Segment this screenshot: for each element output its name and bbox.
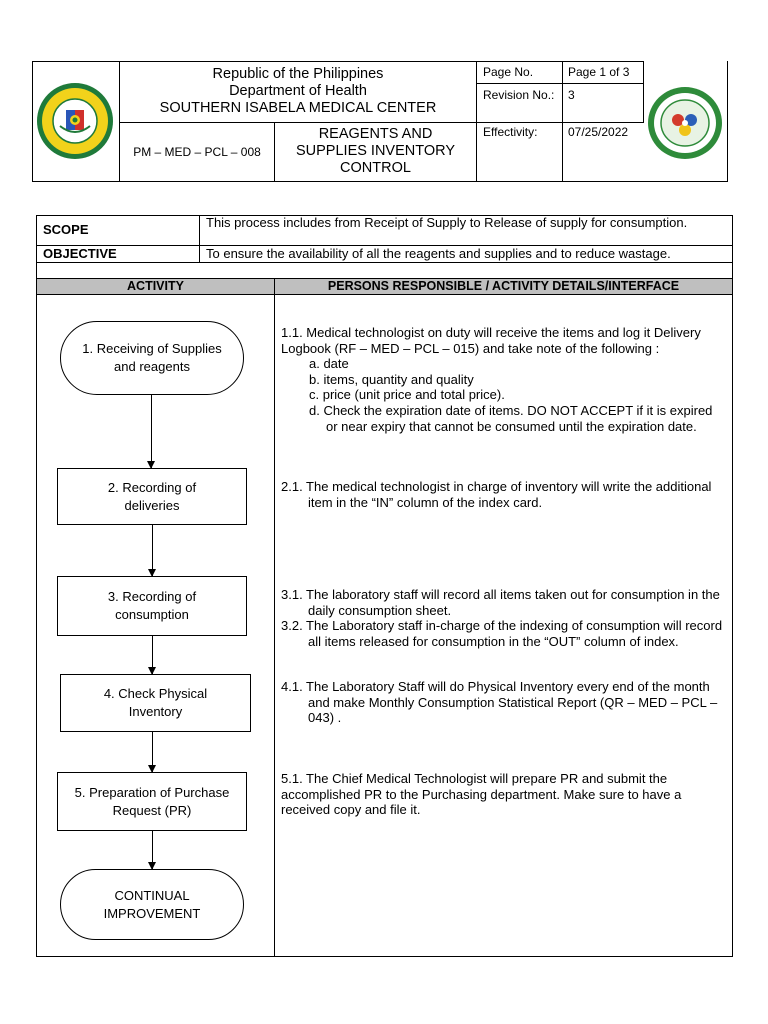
flow-arrow-3 — [152, 636, 153, 674]
scope-text: This process includes from Receipt of Supply to Release of supply for consumption. — [206, 215, 688, 230]
org-line-department: Department of Health — [229, 83, 367, 99]
detail-4-1: 4.1. The Laboratory Staff will do Physical Inventory every end of the month and make Monthly Consumption Statistical Report (QR – MED – PCL – 043) . — [281, 679, 718, 726]
page-no-value: Page 1 of 3 — [568, 65, 630, 79]
detail-3-1: 3.1. The laboratory staff will record all items taken out for consumption in the daily consumption sheet. — [281, 587, 720, 618]
flow-step-physical-inventory-label: 4. Check Physical Inventory — [103, 686, 208, 719]
page-no-label: Page No. — [483, 65, 534, 79]
flow-step-recording-consumption-label: 3. Recording of consumption — [107, 589, 197, 622]
details-step-3 — [281, 587, 726, 649]
details-step-2 — [281, 479, 726, 510]
objective-label: OBJECTIVE — [43, 246, 117, 261]
details-step-5 — [281, 771, 726, 818]
detail-1-1-d: d. Check the expiration date of items. DO NOT ACCEPT if it is expired or near expiry that cannot be consumed until the expiration date. — [309, 402, 713, 434]
effectivity-label: Effectivity: — [483, 125, 538, 139]
activity-column-header: ACTIVITY — [127, 279, 184, 293]
detail-1-1: 1.1. Medical technologist on duty will receive the items and log it Delivery Logbook (RF – MED – PCL – 015) and take note of the following : — [281, 325, 701, 356]
details-step-1 — [281, 325, 726, 434]
flow-arrow-2 — [152, 525, 153, 576]
doc-title-line-1: REAGENTS AND — [318, 126, 433, 142]
objective-text: To ensure the availability of all the reagents and supplies and to reduce wastage. — [206, 246, 671, 261]
effectivity-value: 07/25/2022 — [568, 125, 629, 139]
details-column-header: PERSONS RESPONSIBLE / ACTIVITY DETAILS/INTERFACE — [327, 279, 680, 293]
flow-step-recording-consumption — [57, 576, 247, 636]
org-line-hospital: SOUTHERN ISABELA MEDICAL CENTER — [159, 100, 437, 116]
flow-arrow-1 — [151, 395, 152, 468]
document-code: PM – MED – PCL – 008 — [133, 145, 261, 159]
simc-seal-icon — [647, 86, 723, 160]
flow-arrow-4 — [152, 732, 153, 772]
detail-1-1-c: c. price (unit price and total price). — [309, 387, 505, 403]
flow-step-purchase-request-label: 5. Preparation of Purchase Request (PR) — [74, 784, 230, 818]
scope-label: SCOPE — [43, 222, 89, 237]
detail-1-1-a: a. date — [309, 356, 349, 372]
flow-step-physical-inventory — [60, 674, 251, 732]
detail-5-1: 5.1. The Chief Medical Technologist will prepare PR and submit the accomplished PR to the Purchasing department. Make sure to have a received copy and file it. — [281, 771, 682, 818]
detail-1-1-b: b. items, quantity and quality — [309, 371, 474, 387]
doc-title-line-2: SUPPLIES INVENTORY — [295, 143, 456, 159]
doc-title-line-3: CONTROL — [340, 160, 411, 176]
flow-arrow-5 — [152, 831, 153, 869]
flow-step-receiving-label: 1. Receiving of Supplies and reagents — [82, 341, 222, 374]
doh-seal-icon — [36, 82, 114, 160]
details-step-4 — [281, 679, 726, 726]
flow-step-continual-improvement — [60, 869, 244, 940]
revision-value: 3 — [568, 88, 575, 102]
org-line-republic: Republic of the Philippines — [212, 66, 384, 82]
flow-step-continual-improvement-label: CONTINUAL IMPROVEMENT — [103, 887, 201, 921]
flow-step-purchase-request — [57, 772, 247, 831]
detail-2-1: 2.1. The medical technologist in charge of inventory will write the additional item in the “IN” column of the index card. — [281, 479, 712, 510]
flow-step-receiving — [60, 321, 244, 395]
flow-step-recording-deliveries-label: 2. Recording of deliveries — [107, 479, 197, 513]
flow-step-recording-deliveries — [57, 468, 247, 525]
revision-label: Revision No.: — [483, 88, 555, 102]
detail-3-2: 3.2. The Laboratory staff in-charge of the indexing of consumption will record all items released for consumption in the “OUT” column of index. — [281, 618, 723, 649]
